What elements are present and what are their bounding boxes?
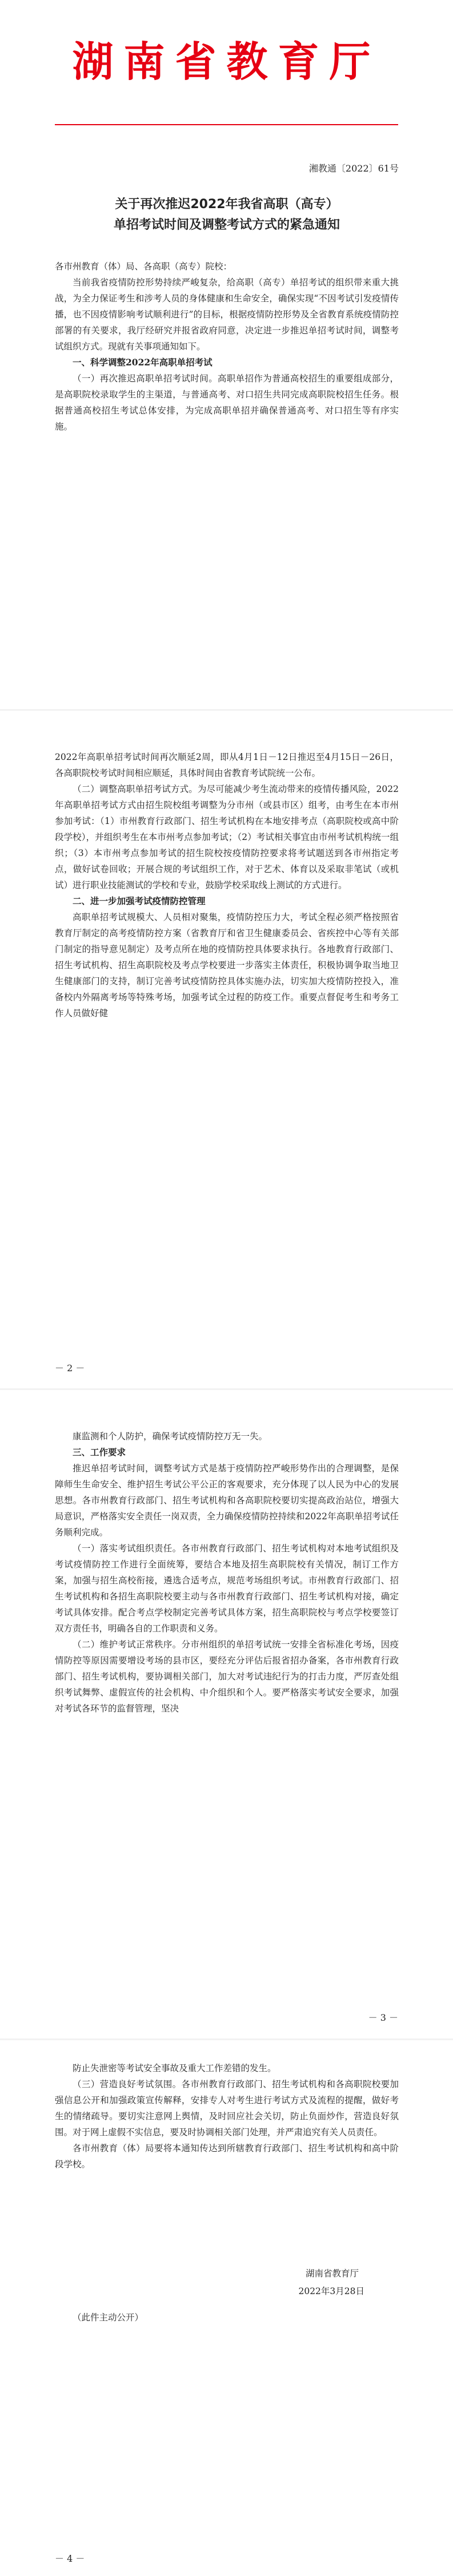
page-separator <box>0 1388 453 1390</box>
paragraph: 防止失泄密等考试安全事故及重大工作差错的发生。 <box>73 2063 276 2073</box>
page-4 <box>0 2041 453 2576</box>
page-4-body <box>55 2060 399 2172</box>
public-note: （此件主动公开） <box>73 2312 144 2323</box>
signature-agency: 湖南省教育厅 <box>305 2268 359 2279</box>
page-number: － 4 － <box>55 2553 85 2564</box>
title-line-1: 关于再次推迟2022年我省高职（高专） <box>115 197 339 212</box>
paragraph: 康监测和个人防护，确保考试疫情防控万无一失。 <box>73 1431 268 1442</box>
public-note-block <box>55 2310 399 2326</box>
paragraph: （三）营造良好考试氛围。各市州教育行政部门、招生考试机构和各高职院校要加强信息公开和加强政策宣传解释，安排专人对考生进行考试方式及流程的提醒，做好考生的情绪疏导。要切实注意网上舆情，及时回应社会关切，防止负面炒作，营造良好氛围。对于网上虚假不实信息，要及时协调相关部门处理，并严肃追究有关人员责任。 <box>55 2079 399 2137</box>
page-2-body <box>55 749 399 1021</box>
paragraph: 当前我省疫情防控形势持续严峻复杂，给高职（高专）单招考试的组织带来重大挑战，为全力保证考生和涉考人员的身体健康和生命安全，确保实现“不因考试引发疫情传播，也不因疫情影响考试顺利进行”的目标，根据疫情防控形势及全省教育系统疫情防控部署的有关要求，我厅经研究并报省政府同意，决定进一步推迟单招考试时间，调整考试组织方式。现就有关事项通知如下。 <box>55 277 399 352</box>
agency-masthead: 湖南省教育厅 <box>72 38 381 86</box>
paragraph: （一）再次推迟高职单招考试时间。高职单招作为普通高校招生的重要组成部分，是高职院校录取学生的主渠道，与普通高考、对口招生共同完成高职院校招生任务。根据普通高校招生考试总体安排，为完成高职单招并确保普通高考、对口招生等有序实施。 <box>55 373 399 432</box>
page-3 <box>0 1391 453 2038</box>
page-1-body <box>55 258 399 435</box>
paragraph: （二）维护考试正常秩序。分市州组织的单招考试统一安排全省标准化考场，因疫情防控等原因需要增设考场的县市区，要经充分评估后报省招办备案，各市州教育行政部门、招生考试机构，要协调相关部门，加大对考试违纪行为的打击力度，严厉查处组织考试舞弊、虚假宣传的社会机构、中介组织和个人。要严格落实考试安全要求，加强对考试各环节的监督管理，坚决 <box>55 1639 399 1714</box>
paragraph: （二）调整高职单招考试方式。为尽可能减少考生流动带来的疫情传播风险，2022年高职单招考试方式由招生院校组考调整为分市州（或县市区）组考，由考生在本市州参加考试：（1）市州教育行政部门、招生考试机构在本地安排考点（高职院校或高中阶段学校），并组织考生在本市州考点参加考试；（2）考试相关事宜由市州考试机构统一组织；（3）本市州考点参加考试的招生院校按疫情防控要求将考试题送到各市州指定考点，做好试卷回收；开展合规的考试组织工作，对于艺术、体育以及采取非笔试（或机试）进行职业技能测试的学校和专业，鼓励学校采取线上测试的方式进行。 <box>55 784 399 890</box>
page-number: － 2 － <box>55 1363 85 1373</box>
paragraph: 各市州教育（体）局要将本通知传达到所辖教育行政部门、招生考试机构和高中阶段学校。 <box>55 2143 399 2169</box>
signature-date: 2022年3月28日 <box>298 2286 364 2296</box>
page-1 <box>0 0 453 709</box>
document-number: 湘教通〔2022〕61号 <box>308 163 399 174</box>
title-line-2: 单招考试时间及调整考试方式的紧急通知 <box>113 218 340 232</box>
page-number: － 3 － <box>368 2012 398 2023</box>
salutation: 各市州教育（体）局、各高职（高专）院校： <box>55 261 232 272</box>
section-heading: 三、工作要求 <box>73 1447 126 1458</box>
paragraph: （一）落实考试组织责任。各市州教育行政部门、招生考试机构对本地考试组织及考试疫情防控工作进行全面统筹，要结合本地及招生高职院校有关情况，制订工作方案，加强与招生高校衔接，遴选合适考点，规范考场组织考试。市州教育行政部门、招生考试机构和各招生高职院校要主动与各市州教育行政部门、招生考试机构对接，确定考试具体安排。配合考点学校制定完善考试具体方案，招生高职院校与考点学校要签订双方责任书，明确各自的工作职责和义务。 <box>55 1543 399 1634</box>
section-heading: 一、科学调整2022年高职单招考试 <box>73 357 213 368</box>
paragraph: 推迟单招考试时间，调整考试方式是基于疫情防控严峻形势作出的合理调整，是保障师生生命安全、维护招生考试公平公正的客观要求，充分体现了以人民为中心的发展思想。各市州教育行政部门、招生考试机构和各高职院校要切实提高政治站位，增强大局意识，严格落实安全责任一岗双责，全力确保疫情防控持续和2022年高职单招考试任务顺利完成。 <box>55 1463 399 1538</box>
masthead-divider <box>55 124 398 125</box>
paragraph: 2022年高职单招考试时间再次顺延2周，即从4月1日－12日推迟至4月15日－26日，各高职院校考试时间相应顺延，具体时间由省教育考试院统一公布。 <box>55 752 399 778</box>
paragraph: 高职单招考试规模大、人员相对聚集，疫情防控压力大，考试全程必须严格按照省教育厅制定的高考疫情防控方案（省教育厅和省卫生健康委员会、省疾控中心等有关部门制定的指导意见制定）及考点所在地的疫情防控具体要求执行。各地教育行政部门、招生考试机构、招生高职院校及考点学校要进一步落实主体责任，积极协调争取当地卫生健康部门的支持，制订完善考试疫情防控具体实施办法，切实加大疫情防控投入，准备校内外隔离考场等特殊考场，加强考试全过程的防疫工作。重要点督促考生和考务工作人员做好健 <box>55 912 399 1018</box>
page-separator <box>0 2038 453 2040</box>
document-title <box>55 194 399 236</box>
page-3-body <box>55 1428 399 1717</box>
section-heading: 二、进一步加强考试疫情防控管理 <box>73 895 206 906</box>
page-separator <box>0 709 453 711</box>
page-2 <box>0 711 453 1388</box>
